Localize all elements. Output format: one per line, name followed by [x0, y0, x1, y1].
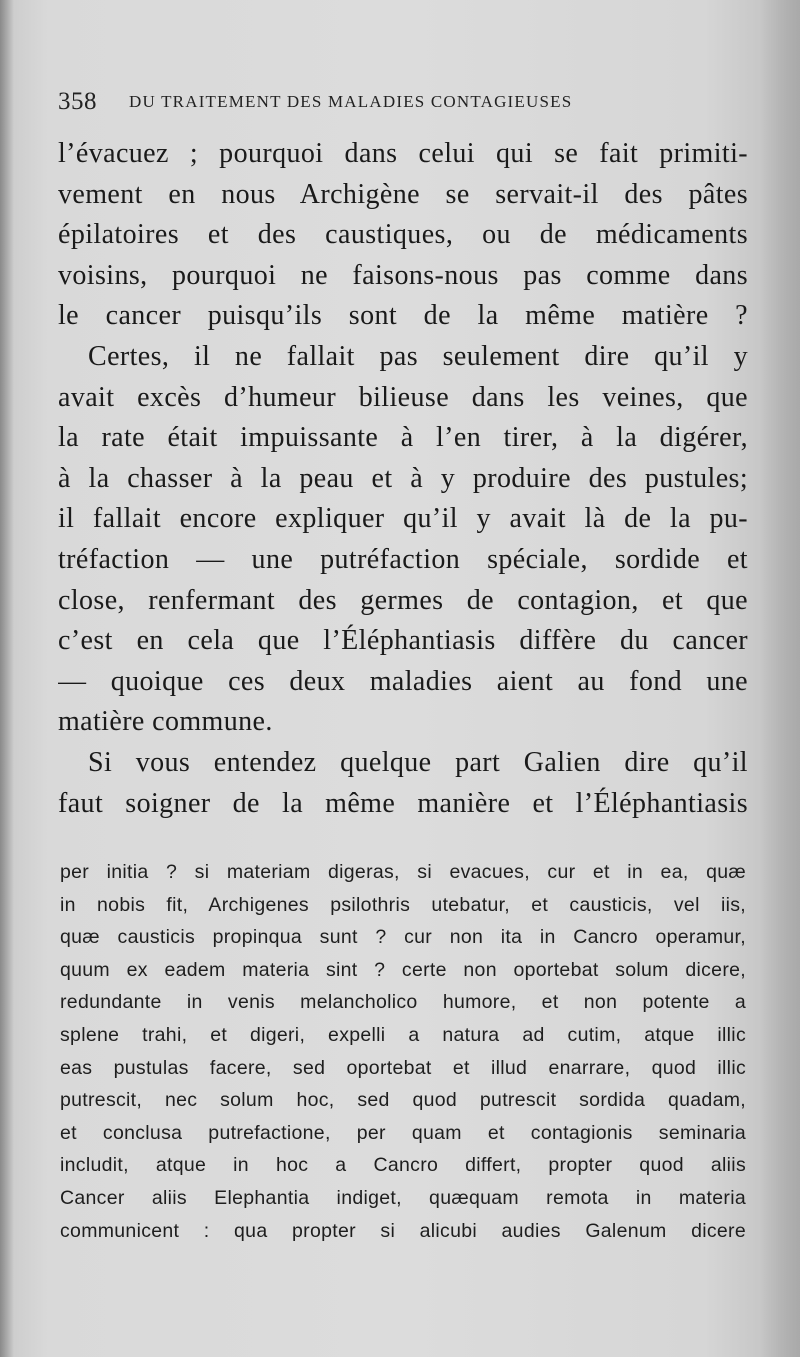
running-head [58, 88, 758, 118]
footnote-line: redundante in venis melancholico humore, et non potente a [60, 991, 746, 1014]
text-line: vement en nous Archigène se servait-il des pâtes [58, 178, 748, 210]
page-number: 358 [58, 88, 97, 115]
footnote-line: quum ex eadem materia sint ? certe non oportebat solum dicere, [60, 958, 746, 981]
footnote-line: quæ causticis propinqua sunt ? cur non ita in Cancro operamur, [60, 926, 746, 949]
text-line: close, renfermant des germes de contagion, et que [58, 584, 748, 616]
running-title: DU TRAITEMENT DES MALADIES CONTAGIEUSES [129, 92, 573, 111]
text-line: à la chasser à la peau et à y produire des pustules; [58, 462, 748, 494]
page-gutter-shadow [0, 0, 14, 1357]
main-text [58, 134, 748, 824]
text-line: le cancer puisqu’ils sont de la même matière ? [58, 300, 748, 332]
footnote-line: putrescit, nec solum hoc, sed quod putrescit sordida quadam, [60, 1089, 746, 1112]
footnote-line: et conclusa putrefactione, per quam et contagionis seminaria [60, 1121, 746, 1144]
page-edge-shadow [760, 0, 800, 1357]
text-line: faut soigner de la même manière et l’Éléphantiasis [58, 787, 748, 819]
footnote-line: includit, atque in hoc a Cancro differt, propter quod aliis [60, 1154, 746, 1177]
text-line: tréfaction — une putréfaction spéciale, sordide et [58, 543, 748, 575]
footnote-line: Cancer aliis Elephantia indiget, quæquam remota in materia [60, 1186, 746, 1209]
text-line: l’évacuez ; pourquoi dans celui qui se fait primiti- [58, 138, 748, 169]
footnote-line: eas pustulas facere, sed oportebat et illud enarrare, quod illic [60, 1056, 746, 1079]
text-line: il fallait encore expliquer qu’il y avait là de la pu- [58, 503, 748, 535]
text-line: voisins, pourquoi ne faisons-nous pas comme dans [58, 259, 748, 291]
footnote-line: communicent : qua propter si alicubi audies Galenum dicere [60, 1219, 746, 1242]
footnote-line: per initia ? si materiam digeras, si evacues, cur et in ea, quæ [60, 861, 746, 883]
text-line: — quoique ces deux maladies aient au fond une [58, 665, 748, 697]
footnote-line: in nobis fit, Archigenes psilothris utebatur, et causticis, vel iis, [60, 893, 746, 916]
text-line: avait excès d’humeur bilieuse dans les veines, que [58, 381, 748, 413]
text-line: Certes, il ne fallait pas seulement dire qu’il y [88, 340, 748, 372]
latin-footnote [60, 856, 746, 1247]
footnote-line: splene trahi, et digeri, expelli a natura ad cutim, atque illic [60, 1023, 746, 1046]
text-line: matière commune. [58, 706, 273, 738]
text-line: c’est en cela que l’Éléphantiasis diffère du cancer [58, 625, 748, 657]
text-line: la rate était impuissante à l’en tirer, à la digérer, [58, 422, 748, 454]
text-line: Si vous entendez quelque part Galien dire qu’il [88, 746, 748, 778]
text-line: épilatoires et des caustiques, ou de médicaments [58, 219, 748, 251]
